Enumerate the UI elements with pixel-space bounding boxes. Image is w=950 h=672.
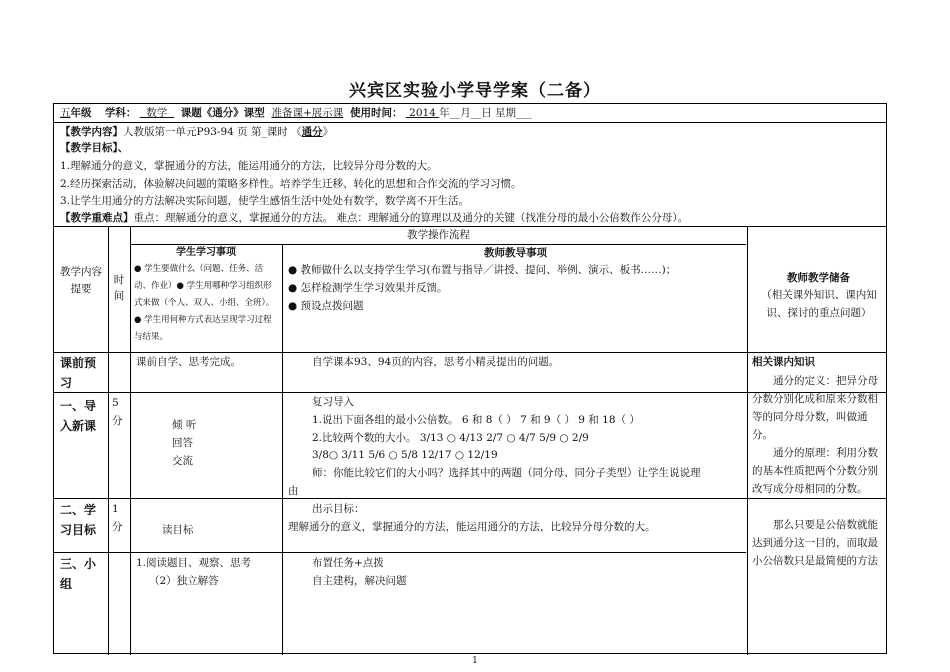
teacher-activity: 由	[288, 485, 299, 497]
col-header-time: 时间	[113, 274, 125, 302]
teacher-activity: 自主建构，解决问题	[312, 575, 407, 587]
goal-item: 2.经历探索活动，体验解决问题的策略多样性。培养学生迁移、转化的思想和合作交流的学习习惯。	[60, 178, 522, 190]
teacher-activity: 1.说出下面各组的最小公倍数。 6 和 8（ ） 7 和 9（ ） 9 和 18（ ）	[312, 414, 640, 426]
student-activity: 课前自学、思考完成。	[136, 356, 241, 368]
sidebar-paragraph: 那么只要是公倍数就能达到通分这一目的，而取最小公倍数只是最简便的方法	[752, 519, 878, 567]
section-name: 一、导入新课	[60, 399, 97, 433]
goals-label: 【教学目标】、	[60, 142, 129, 154]
sidebar-paragraph: 通分的原理：利用分数的基本性质把两个分数分别改写成分母相同的分数。	[752, 447, 878, 495]
lesson-plan-table	[53, 103, 887, 654]
row-divider	[130, 244, 746, 245]
teacher-item: ● 怎样检测学生学习效果并反馈。	[288, 282, 448, 294]
student-activity: 倾 听	[172, 419, 197, 431]
teacher-activity: 复习导入	[312, 396, 354, 408]
sidebar-paragraph: 通分的定义：把异分母分数分别化成和原来分数相等的同分母分数，叫做通分。	[752, 375, 878, 441]
teacher-activity: 理解通分的意义，掌握通分的方法，能运用通分的方法，比较异分母分数的大。	[288, 521, 656, 533]
section-name: 课前预习	[60, 356, 97, 390]
teaching-content: 【教学内容】人教版第一单元P93-94 页 第_课时 《通分》	[60, 126, 334, 138]
section-name: 二、学习目标	[60, 503, 97, 537]
teacher-activity: 师：你能比较它们的大小吗？选择其中的两题（同分母、同分子类型）让学生说说理	[312, 467, 701, 479]
store-col-desc: （相关课外知识、课内知识、探讨的重点问题）	[761, 289, 877, 319]
page-number: 1	[472, 656, 478, 666]
teacher-activity: 布置任务+点拨	[312, 557, 384, 569]
teacher-activity: 3/8○ 3/11 5/6 ○ 5/8 12/17 ○ 12/19	[312, 449, 498, 461]
col-header-content: 教学内容提要	[60, 266, 102, 295]
key-points: 【教学重难点】重点：理解通分的意义，掌握通分的方法。 难点：理解通分的算理以及通分的关键（找准分母的最小公倍数作公分母）。	[60, 212, 689, 224]
lesson-info-line: 五年级 学科： 数学 课题《通分》课型 准备课+展示课 使用时间： 2014 年__月__日 星期___	[60, 107, 532, 119]
col-divider	[130, 226, 131, 655]
student-activity: 交流	[172, 455, 193, 467]
student-activity: 1.阅读题目、观察、思考	[136, 557, 252, 569]
section-name: 三、小组	[60, 557, 97, 591]
teacher-activity: 出示目标：	[312, 503, 365, 515]
page-title: 兴宾区实验小学导学案（二备）	[349, 81, 601, 101]
row-divider	[54, 122, 886, 123]
col-divider	[747, 226, 748, 655]
row-divider	[54, 352, 886, 353]
section-time: 1分	[112, 503, 123, 533]
goal-item: 3.让学生用通分的方法解决实际问题，使学生感悟生活中处处有数学，数学离不开生活。	[60, 195, 470, 207]
teacher-item: ● 预设点拨问题	[288, 300, 364, 312]
student-col-desc: ● 学生要做什么（问题、任务、活动、作业）● 学生用哪种学习组织形式来做（个人、双人、小组、全班）。● 学生用何种方式表达呈现学习过程与结果。	[134, 264, 275, 342]
col-divider	[108, 226, 109, 655]
goal-item: 1.理解通分的意义，掌握通分的方法，能运用通分的方法，比较异分母分数的大。	[60, 160, 438, 172]
store-col-title: 教师教学储备	[787, 272, 850, 284]
row-divider	[54, 498, 886, 499]
section-time: 5分	[112, 397, 123, 427]
student-activity: （2）独立解答	[149, 575, 219, 587]
student-activity: 回答	[172, 437, 193, 449]
col-divider	[282, 244, 283, 655]
row-divider	[54, 552, 746, 553]
teacher-item: ● 教师做什么以支持学生学习(布置与指导／讲授、提问、举例、演示、板书……)；	[288, 264, 677, 276]
student-col-title: 学生学习事项	[176, 247, 236, 258]
teacher-activity: 自学课本93、94页的内容，思考小精灵提出的问题。	[312, 356, 560, 368]
row-divider	[54, 226, 886, 227]
sidebar-title: 相关课内知识	[752, 356, 815, 368]
flow-title: 教学操作流程	[407, 229, 470, 241]
student-activity: 读目标	[162, 524, 194, 536]
teacher-col-title: 教师教导事项	[484, 247, 547, 259]
teacher-activity: 2.比较两个数的大小。 3/13 ○ 4/13 2/7 ○ 4/7 5/9 ○ 2/9	[312, 432, 589, 444]
